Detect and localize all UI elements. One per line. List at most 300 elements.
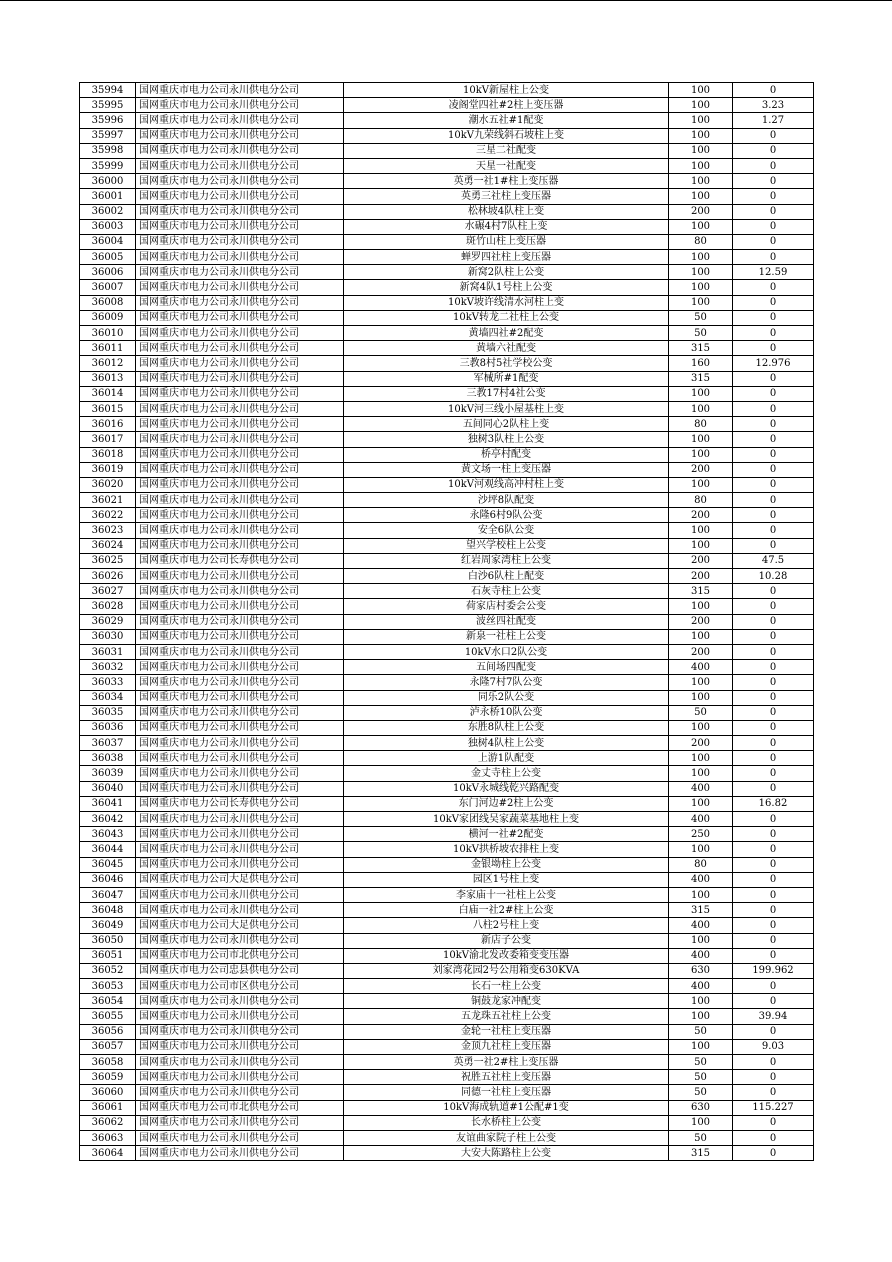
table-row bbox=[80, 98, 814, 113]
row-id-cell: 36033 bbox=[80, 675, 136, 690]
value-cell: 0 bbox=[733, 644, 814, 659]
value-cell: 0 bbox=[733, 538, 814, 553]
unit-name-cell: 国网重庆市电力公司永川供电分公司 bbox=[136, 1055, 344, 1070]
capacity-cell: 100 bbox=[669, 1009, 733, 1024]
unit-name-cell: 国网重庆市电力公司永川供电分公司 bbox=[136, 189, 344, 204]
capacity-cell: 80 bbox=[669, 857, 733, 872]
capacity-cell: 100 bbox=[669, 538, 733, 553]
row-id-cell: 35997 bbox=[80, 128, 136, 143]
unit-name-cell: 国网重庆市电力公司永川供电分公司 bbox=[136, 1085, 344, 1100]
transformer-name-cell: 黄墙四社#2配变 bbox=[344, 326, 669, 341]
capacity-cell: 50 bbox=[669, 326, 733, 341]
capacity-cell: 100 bbox=[669, 751, 733, 766]
transformer-name-cell: 五龙珠五社柱上公变 bbox=[344, 1009, 669, 1024]
capacity-cell: 50 bbox=[669, 705, 733, 720]
row-id-cell: 36020 bbox=[80, 477, 136, 492]
unit-name-cell: 国网重庆市电力公司永川供电分公司 bbox=[136, 234, 344, 249]
unit-name-cell: 国网重庆市电力公司永川供电分公司 bbox=[136, 827, 344, 842]
table-row bbox=[80, 493, 814, 508]
capacity-cell: 100 bbox=[669, 158, 733, 173]
table-row bbox=[80, 128, 814, 143]
table-row bbox=[80, 933, 814, 948]
row-id-cell: 36023 bbox=[80, 523, 136, 538]
transformer-name-cell: 10kV拱桥坡农排柱上变 bbox=[344, 842, 669, 857]
capacity-cell: 630 bbox=[669, 963, 733, 978]
transformer-name-cell: 新泉一社柱上公变 bbox=[344, 629, 669, 644]
value-cell: 0 bbox=[733, 295, 814, 310]
unit-name-cell: 国网重庆市电力公司永川供电分公司 bbox=[136, 326, 344, 341]
transformer-name-cell: 铜鼓龙家冲配变 bbox=[344, 994, 669, 1009]
row-id-cell: 36005 bbox=[80, 250, 136, 265]
unit-name-cell: 国网重庆市电力公司永川供电分公司 bbox=[136, 280, 344, 295]
transformer-name-cell: 白庙一社2#柱上公变 bbox=[344, 903, 669, 918]
table-row bbox=[80, 1130, 814, 1145]
table-row bbox=[80, 903, 814, 918]
transformer-name-cell: 波丝四社配变 bbox=[344, 614, 669, 629]
table-row bbox=[80, 827, 814, 842]
capacity-cell: 200 bbox=[669, 614, 733, 629]
capacity-cell: 100 bbox=[669, 887, 733, 902]
row-id-cell: 35996 bbox=[80, 113, 136, 128]
transformer-name-cell: 10kV坡许线清水河柱上变 bbox=[344, 295, 669, 310]
transformer-name-cell: 长水桥柱上公变 bbox=[344, 1115, 669, 1130]
value-cell: 0 bbox=[733, 447, 814, 462]
table-row bbox=[80, 842, 814, 857]
table-row bbox=[80, 174, 814, 189]
table-row bbox=[80, 1100, 814, 1115]
transformer-name-cell: 永隆6村9队公变 bbox=[344, 508, 669, 523]
transformer-name-cell: 10kV永城线乾兴路配变 bbox=[344, 781, 669, 796]
transformer-name-cell: 友谊曲家院子柱上公变 bbox=[344, 1130, 669, 1145]
table-row bbox=[80, 781, 814, 796]
table-row bbox=[80, 584, 814, 599]
row-id-cell: 36032 bbox=[80, 660, 136, 675]
row-id-cell: 36011 bbox=[80, 341, 136, 356]
value-cell: 0 bbox=[733, 1085, 814, 1100]
transformer-name-cell: 五间场四配变 bbox=[344, 660, 669, 675]
value-cell: 16.82 bbox=[733, 796, 814, 811]
value-cell: 0 bbox=[733, 766, 814, 781]
table-row bbox=[80, 386, 814, 401]
transformer-name-cell: 金银坳柱上公变 bbox=[344, 857, 669, 872]
row-id-cell: 36046 bbox=[80, 872, 136, 887]
transformer-name-cell: 永隆7村7队公变 bbox=[344, 675, 669, 690]
capacity-cell: 200 bbox=[669, 736, 733, 751]
value-cell: 0 bbox=[733, 584, 814, 599]
value-cell: 0 bbox=[733, 1055, 814, 1070]
table-row bbox=[80, 508, 814, 523]
transformer-name-cell: 斑竹山柱上变压器 bbox=[344, 234, 669, 249]
unit-name-cell: 国网重庆市电力公司永川供电分公司 bbox=[136, 356, 344, 371]
transformer-name-cell: 红岩周家湾柱上公变 bbox=[344, 553, 669, 568]
capacity-cell: 400 bbox=[669, 812, 733, 827]
data-table bbox=[79, 82, 814, 1161]
value-cell: 0 bbox=[733, 477, 814, 492]
capacity-cell: 100 bbox=[669, 447, 733, 462]
row-id-cell: 36053 bbox=[80, 979, 136, 994]
transformer-name-cell: 金顶九社柱上变压器 bbox=[344, 1039, 669, 1054]
table-row bbox=[80, 796, 814, 811]
value-cell: 0 bbox=[733, 1024, 814, 1039]
transformer-name-cell: 10kV新屋柱上公变 bbox=[344, 83, 669, 98]
table-row bbox=[80, 812, 814, 827]
capacity-cell: 200 bbox=[669, 553, 733, 568]
capacity-cell: 315 bbox=[669, 584, 733, 599]
row-id-cell: 36007 bbox=[80, 280, 136, 295]
table-row bbox=[80, 736, 814, 751]
unit-name-cell: 国网重庆市电力公司永川供电分公司 bbox=[136, 781, 344, 796]
transformer-name-cell: 泸永桥10队公变 bbox=[344, 705, 669, 720]
value-cell: 0 bbox=[733, 326, 814, 341]
row-id-cell: 36012 bbox=[80, 356, 136, 371]
capacity-cell: 50 bbox=[669, 1070, 733, 1085]
row-id-cell: 36052 bbox=[80, 963, 136, 978]
capacity-cell: 100 bbox=[669, 599, 733, 614]
value-cell: 0 bbox=[733, 842, 814, 857]
unit-name-cell: 国网重庆市电力公司永川供电分公司 bbox=[136, 1009, 344, 1024]
capacity-cell: 50 bbox=[669, 1055, 733, 1070]
row-id-cell: 36002 bbox=[80, 204, 136, 219]
capacity-cell: 400 bbox=[669, 979, 733, 994]
transformer-name-cell: 李家庙十一社柱上公变 bbox=[344, 887, 669, 902]
capacity-cell: 50 bbox=[669, 1085, 733, 1100]
capacity-cell: 100 bbox=[669, 143, 733, 158]
table-row bbox=[80, 158, 814, 173]
row-id-cell: 35995 bbox=[80, 98, 136, 113]
value-cell: 12.976 bbox=[733, 356, 814, 371]
unit-name-cell: 国网重庆市电力公司永川供电分公司 bbox=[136, 98, 344, 113]
capacity-cell: 50 bbox=[669, 1130, 733, 1145]
row-id-cell: 36013 bbox=[80, 371, 136, 386]
transformer-name-cell: 黄文场一柱上变压器 bbox=[344, 462, 669, 477]
capacity-cell: 400 bbox=[669, 872, 733, 887]
unit-name-cell: 国网重庆市电力公司永川供电分公司 bbox=[136, 887, 344, 902]
transformer-name-cell: 潮水五社#1配变 bbox=[344, 113, 669, 128]
unit-name-cell: 国网重庆市电力公司永川供电分公司 bbox=[136, 477, 344, 492]
value-cell: 0 bbox=[733, 675, 814, 690]
row-id-cell: 36036 bbox=[80, 720, 136, 735]
table-row bbox=[80, 599, 814, 614]
value-cell: 0 bbox=[733, 948, 814, 963]
row-id-cell: 36034 bbox=[80, 690, 136, 705]
row-id-cell: 36061 bbox=[80, 1100, 136, 1115]
capacity-cell: 200 bbox=[669, 508, 733, 523]
transformer-name-cell: 安全6队公变 bbox=[344, 523, 669, 538]
transformer-name-cell: 水碾4村7队柱上变 bbox=[344, 219, 669, 234]
capacity-cell: 630 bbox=[669, 1100, 733, 1115]
table-row bbox=[80, 204, 814, 219]
value-cell: 0 bbox=[733, 599, 814, 614]
unit-name-cell: 国网重庆市电力公司永川供电分公司 bbox=[136, 857, 344, 872]
transformer-name-cell: 10kV渝北发改委箱变变压器 bbox=[344, 948, 669, 963]
row-id-cell: 36043 bbox=[80, 827, 136, 842]
unit-name-cell: 国网重庆市电力公司大足供电分公司 bbox=[136, 918, 344, 933]
table-row bbox=[80, 523, 814, 538]
table-row bbox=[80, 280, 814, 295]
unit-name-cell: 国网重庆市电力公司永川供电分公司 bbox=[136, 584, 344, 599]
table-row bbox=[80, 553, 814, 568]
unit-name-cell: 国网重庆市电力公司永川供电分公司 bbox=[136, 736, 344, 751]
row-id-cell: 36016 bbox=[80, 417, 136, 432]
value-cell: 0 bbox=[733, 1146, 814, 1161]
row-id-cell: 36063 bbox=[80, 1130, 136, 1145]
value-cell: 0 bbox=[733, 629, 814, 644]
table-row bbox=[80, 401, 814, 416]
table-row bbox=[80, 462, 814, 477]
transformer-name-cell: 桥亭村配变 bbox=[344, 447, 669, 462]
transformer-name-cell: 望兴学校柱上公变 bbox=[344, 538, 669, 553]
unit-name-cell: 国网重庆市电力公司永川供电分公司 bbox=[136, 447, 344, 462]
transformer-name-cell: 八柱2号柱上变 bbox=[344, 918, 669, 933]
unit-name-cell: 国网重庆市电力公司市北供电分公司 bbox=[136, 1100, 344, 1115]
unit-name-cell: 国网重庆市电力公司永川供电分公司 bbox=[136, 675, 344, 690]
value-cell: 0 bbox=[733, 720, 814, 735]
transformer-name-cell: 东胜8队柱上公变 bbox=[344, 720, 669, 735]
row-id-cell: 36031 bbox=[80, 644, 136, 659]
table-row bbox=[80, 1085, 814, 1100]
table-row bbox=[80, 963, 814, 978]
table-row bbox=[80, 918, 814, 933]
row-id-cell: 36003 bbox=[80, 219, 136, 234]
transformer-name-cell: 东门河边#2柱上公变 bbox=[344, 796, 669, 811]
table-row bbox=[80, 994, 814, 1009]
table-row bbox=[80, 447, 814, 462]
row-id-cell: 36037 bbox=[80, 736, 136, 751]
table-row bbox=[80, 1146, 814, 1161]
table-row bbox=[80, 705, 814, 720]
row-id-cell: 36008 bbox=[80, 295, 136, 310]
row-id-cell: 36001 bbox=[80, 189, 136, 204]
transformer-name-cell: 10kV九荣线斜石坡柱上变 bbox=[344, 128, 669, 143]
capacity-cell: 100 bbox=[669, 675, 733, 690]
capacity-cell: 315 bbox=[669, 371, 733, 386]
table-row bbox=[80, 766, 814, 781]
capacity-cell: 100 bbox=[669, 386, 733, 401]
unit-name-cell: 国网重庆市电力公司永川供电分公司 bbox=[136, 401, 344, 416]
table-row bbox=[80, 1039, 814, 1054]
value-cell: 0 bbox=[733, 812, 814, 827]
transformer-name-cell: 沙坪8队配变 bbox=[344, 493, 669, 508]
value-cell: 0 bbox=[733, 614, 814, 629]
row-id-cell: 36054 bbox=[80, 994, 136, 1009]
unit-name-cell: 国网重庆市电力公司永川供电分公司 bbox=[136, 569, 344, 584]
transformer-name-cell: 刘家湾花园2号公用箱变630KVA bbox=[344, 963, 669, 978]
capacity-cell: 100 bbox=[669, 295, 733, 310]
value-cell: 0 bbox=[733, 690, 814, 705]
value-cell: 3.23 bbox=[733, 98, 814, 113]
unit-name-cell: 国网重庆市电力公司忠县供电分公司 bbox=[136, 963, 344, 978]
row-id-cell: 36041 bbox=[80, 796, 136, 811]
transformer-name-cell: 10kV水口2队公变 bbox=[344, 644, 669, 659]
transformer-name-cell: 新窝4队1号柱上公变 bbox=[344, 280, 669, 295]
table-row bbox=[80, 1070, 814, 1085]
transformer-name-cell: 蝉罗四社柱上变压器 bbox=[344, 250, 669, 265]
transformer-name-cell: 荷家店村委会公变 bbox=[344, 599, 669, 614]
value-cell: 0 bbox=[733, 204, 814, 219]
capacity-cell: 100 bbox=[669, 128, 733, 143]
unit-name-cell: 国网重庆市电力公司永川供电分公司 bbox=[136, 204, 344, 219]
value-cell: 0 bbox=[733, 250, 814, 265]
row-id-cell: 36017 bbox=[80, 432, 136, 447]
unit-name-cell: 国网重庆市电力公司永川供电分公司 bbox=[136, 933, 344, 948]
capacity-cell: 315 bbox=[669, 341, 733, 356]
table-row bbox=[80, 310, 814, 325]
capacity-cell: 80 bbox=[669, 493, 733, 508]
transformer-name-cell: 英勇一社1#柱上变压器 bbox=[344, 174, 669, 189]
transformer-name-cell: 大安大陈路柱上公变 bbox=[344, 1146, 669, 1161]
unit-name-cell: 国网重庆市电力公司永川供电分公司 bbox=[136, 766, 344, 781]
table-row bbox=[80, 326, 814, 341]
transformer-name-cell: 新店子公变 bbox=[344, 933, 669, 948]
row-id-cell: 36056 bbox=[80, 1024, 136, 1039]
unit-name-cell: 国网重庆市电力公司永川供电分公司 bbox=[136, 143, 344, 158]
capacity-cell: 100 bbox=[669, 796, 733, 811]
capacity-cell: 50 bbox=[669, 310, 733, 325]
value-cell: 0 bbox=[733, 660, 814, 675]
unit-name-cell: 国网重庆市电力公司永川供电分公司 bbox=[136, 1039, 344, 1054]
capacity-cell: 250 bbox=[669, 827, 733, 842]
unit-name-cell: 国网重庆市电力公司永川供电分公司 bbox=[136, 83, 344, 98]
unit-name-cell: 国网重庆市电力公司永川供电分公司 bbox=[136, 903, 344, 918]
transformer-name-cell: 军械所#1配变 bbox=[344, 371, 669, 386]
capacity-cell: 100 bbox=[669, 994, 733, 1009]
table-row bbox=[80, 295, 814, 310]
unit-name-cell: 国网重庆市电力公司永川供电分公司 bbox=[136, 1024, 344, 1039]
row-id-cell: 36027 bbox=[80, 584, 136, 599]
table-row bbox=[80, 219, 814, 234]
table-row bbox=[80, 660, 814, 675]
transformer-name-cell: 五间同心2队柱上变 bbox=[344, 417, 669, 432]
capacity-cell: 100 bbox=[669, 766, 733, 781]
row-id-cell: 36026 bbox=[80, 569, 136, 584]
unit-name-cell: 国网重庆市电力公司永川供电分公司 bbox=[136, 523, 344, 538]
unit-name-cell: 国网重庆市电力公司永川供电分公司 bbox=[136, 493, 344, 508]
row-id-cell: 36009 bbox=[80, 310, 136, 325]
row-id-cell: 36049 bbox=[80, 918, 136, 933]
unit-name-cell: 国网重庆市电力公司长寿供电分公司 bbox=[136, 796, 344, 811]
unit-name-cell: 国网重庆市电力公司永川供电分公司 bbox=[136, 599, 344, 614]
value-cell: 0 bbox=[733, 508, 814, 523]
transformer-name-cell: 同德一社柱上变压器 bbox=[344, 1085, 669, 1100]
row-id-cell: 35999 bbox=[80, 158, 136, 173]
row-id-cell: 36025 bbox=[80, 553, 136, 568]
transformer-name-cell: 三教17村4社公变 bbox=[344, 386, 669, 401]
row-id-cell: 36047 bbox=[80, 887, 136, 902]
capacity-cell: 160 bbox=[669, 356, 733, 371]
capacity-cell: 100 bbox=[669, 842, 733, 857]
value-cell: 0 bbox=[733, 219, 814, 234]
unit-name-cell: 国网重庆市电力公司市区供电分公司 bbox=[136, 979, 344, 994]
capacity-cell: 200 bbox=[669, 569, 733, 584]
table-row bbox=[80, 857, 814, 872]
table-row bbox=[80, 1024, 814, 1039]
row-id-cell: 36030 bbox=[80, 629, 136, 644]
transformer-name-cell: 金轮一社柱上变压器 bbox=[344, 1024, 669, 1039]
capacity-cell: 100 bbox=[669, 280, 733, 295]
row-id-cell: 36019 bbox=[80, 462, 136, 477]
row-id-cell: 36042 bbox=[80, 812, 136, 827]
value-cell: 0 bbox=[733, 994, 814, 1009]
table-row bbox=[80, 189, 814, 204]
value-cell: 0 bbox=[733, 158, 814, 173]
transformer-name-cell: 三星二社配变 bbox=[344, 143, 669, 158]
table-row bbox=[80, 83, 814, 98]
capacity-cell: 100 bbox=[669, 265, 733, 280]
unit-name-cell: 国网重庆市电力公司长寿供电分公司 bbox=[136, 553, 344, 568]
row-id-cell: 36048 bbox=[80, 903, 136, 918]
row-id-cell: 36004 bbox=[80, 234, 136, 249]
unit-name-cell: 国网重庆市电力公司永川供电分公司 bbox=[136, 371, 344, 386]
transformer-name-cell: 10kV河三线小屋基柱上变 bbox=[344, 401, 669, 416]
row-id-cell: 36029 bbox=[80, 614, 136, 629]
table-row bbox=[80, 356, 814, 371]
transformer-name-cell: 园区1号柱上变 bbox=[344, 872, 669, 887]
value-cell: 0 bbox=[733, 523, 814, 538]
value-cell: 0 bbox=[733, 933, 814, 948]
table-row bbox=[80, 720, 814, 735]
row-id-cell: 36039 bbox=[80, 766, 136, 781]
row-id-cell: 36022 bbox=[80, 508, 136, 523]
row-id-cell: 36055 bbox=[80, 1009, 136, 1024]
transformer-name-cell: 三教8村5社学校公变 bbox=[344, 356, 669, 371]
unit-name-cell: 国网重庆市电力公司大足供电分公司 bbox=[136, 872, 344, 887]
capacity-cell: 100 bbox=[669, 933, 733, 948]
value-cell: 0 bbox=[733, 341, 814, 356]
unit-name-cell: 国网重庆市电力公司永川供电分公司 bbox=[136, 660, 344, 675]
table-row bbox=[80, 751, 814, 766]
table-row bbox=[80, 1055, 814, 1070]
value-cell: 1.27 bbox=[733, 113, 814, 128]
value-cell: 0 bbox=[733, 872, 814, 887]
unit-name-cell: 国网重庆市电力公司永川供电分公司 bbox=[136, 812, 344, 827]
value-cell: 0 bbox=[733, 827, 814, 842]
table-row bbox=[80, 872, 814, 887]
unit-name-cell: 国网重庆市电力公司永川供电分公司 bbox=[136, 462, 344, 477]
value-cell: 47.5 bbox=[733, 553, 814, 568]
table-row bbox=[80, 341, 814, 356]
transformer-name-cell: 长石一柱上公变 bbox=[344, 979, 669, 994]
value-cell: 115.227 bbox=[733, 1100, 814, 1115]
capacity-cell: 80 bbox=[669, 234, 733, 249]
row-id-cell: 36058 bbox=[80, 1055, 136, 1070]
value-cell: 0 bbox=[733, 128, 814, 143]
unit-name-cell: 国网重庆市电力公司永川供电分公司 bbox=[136, 994, 344, 1009]
transformer-name-cell: 黄墙六社配变 bbox=[344, 341, 669, 356]
unit-name-cell: 国网重庆市电力公司永川供电分公司 bbox=[136, 690, 344, 705]
transformer-name-cell: 石灰寺柱上公变 bbox=[344, 584, 669, 599]
transformer-name-cell: 10kV家团线吴家蔬菜基地柱上变 bbox=[344, 812, 669, 827]
capacity-cell: 400 bbox=[669, 918, 733, 933]
transformer-name-cell: 白沙6队柱上配变 bbox=[344, 569, 669, 584]
unit-name-cell: 国网重庆市电力公司永川供电分公司 bbox=[136, 219, 344, 234]
value-cell: 0 bbox=[733, 903, 814, 918]
unit-name-cell: 国网重庆市电力公司永川供电分公司 bbox=[136, 265, 344, 280]
unit-name-cell: 国网重庆市电力公司永川供电分公司 bbox=[136, 644, 344, 659]
capacity-cell: 100 bbox=[669, 250, 733, 265]
unit-name-cell: 国网重庆市电力公司永川供电分公司 bbox=[136, 705, 344, 720]
table-row bbox=[80, 569, 814, 584]
unit-name-cell: 国网重庆市电力公司永川供电分公司 bbox=[136, 1146, 344, 1161]
value-cell: 0 bbox=[733, 705, 814, 720]
row-id-cell: 36050 bbox=[80, 933, 136, 948]
table-row bbox=[80, 265, 814, 280]
unit-name-cell: 国网重庆市电力公司永川供电分公司 bbox=[136, 1115, 344, 1130]
capacity-cell: 100 bbox=[669, 98, 733, 113]
capacity-cell: 80 bbox=[669, 417, 733, 432]
value-cell: 39.94 bbox=[733, 1009, 814, 1024]
capacity-cell: 315 bbox=[669, 1146, 733, 1161]
value-cell: 0 bbox=[733, 781, 814, 796]
